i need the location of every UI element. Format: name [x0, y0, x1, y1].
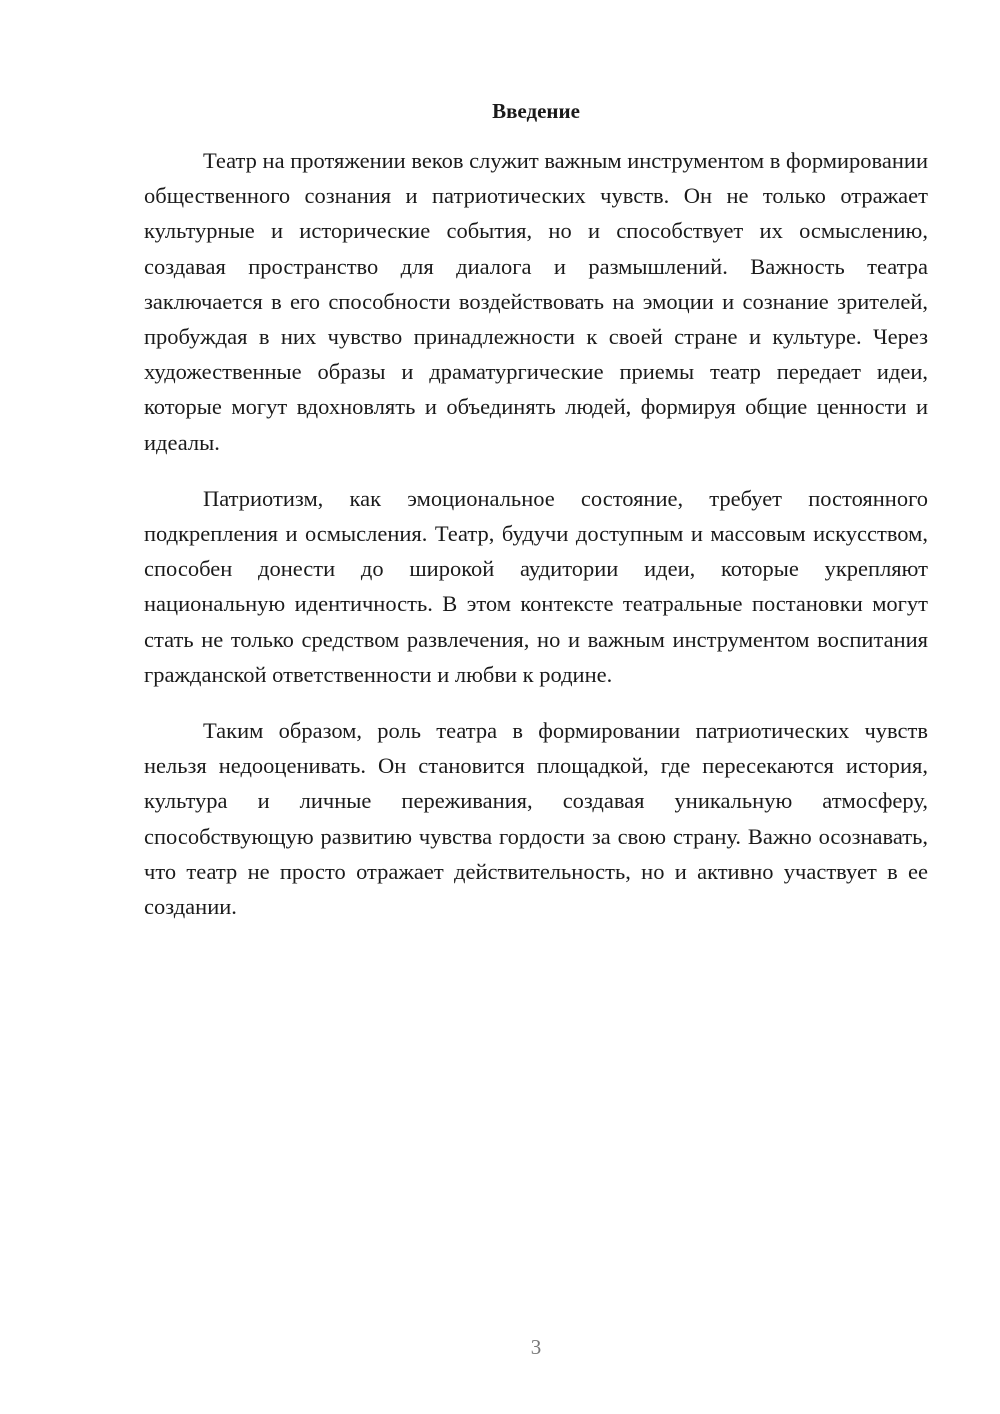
paragraph-2: Патриотизм, как эмоциональное состояние, требует постоянного подкрепления и осмысления. Театр, будучи доступным и массовым искусством, способен донести до широкой аудитории идеи, которые укрепляют национальную идентичность. В этом контексте театральные постановки могут стать не только средством развлечения, но и важным инструментом воспитания гражданской ответственности и любви к родине. [144, 485, 928, 687]
page-number: 3 [530, 1335, 542, 1359]
page-title: Введение [492, 99, 580, 123]
paragraph-3: Таким образом, роль театра в формировании патриотических чувств нельзя недооценивать. Он становится площадкой, где пересекаются история, культура и личные переживания, создавая уникальную атмосферу, способствующую развитию чувства гордости за свою страну. Важно осознавать, что театр не просто отражает действительность, но и активно участвует в ее создании. [144, 718, 928, 920]
paragraph-1: Театр на протяжении веков служит важным инструментом в формировании общественного сознания и патриотических чувств. Он не только отражает культурные и исторические события, но и способствует их осмыслению, создавая пространство для диалога и размышлений. Важность театра заключается в его способности воздействовать на эмоции и сознание зрителей, пробуждая в них чувство принадлежности к своей стране и культуре. Через художественные образы и драматургические приемы театр передает идеи, которые могут вдохновлять и объединять людей, формируя общие ценности и идеалы. [144, 148, 928, 455]
body-text [144, 143, 928, 945]
